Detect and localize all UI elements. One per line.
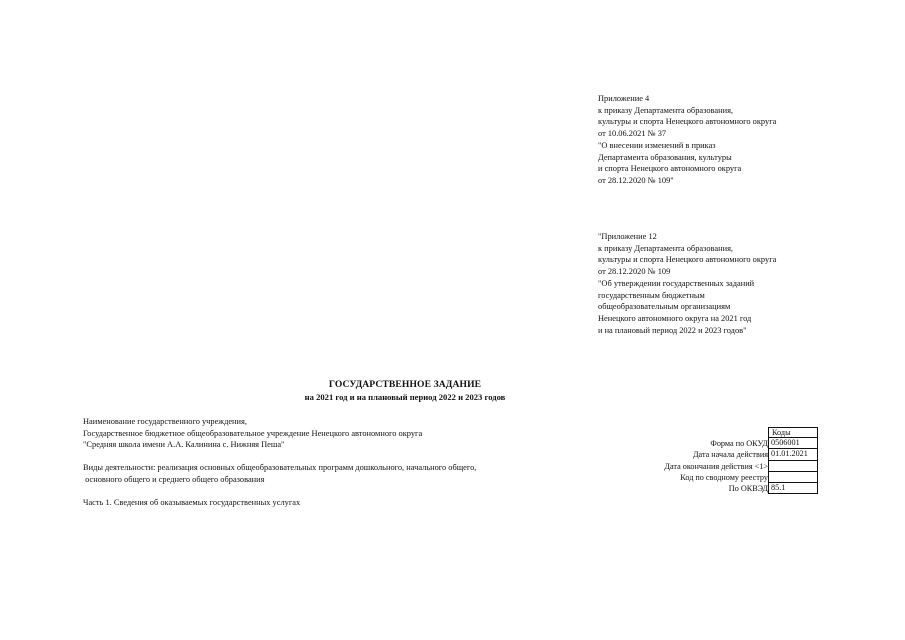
- appendix-12-line: Ненецкого автономного округа на 2021 год: [598, 313, 752, 323]
- codes-value: 01.01.2021: [768, 449, 818, 460]
- codes-row-registry: [580, 472, 820, 483]
- institution-line: Государственное бюджетное общеобразовательное учреждение Ненецкого автономного округа: [83, 428, 423, 438]
- appendix-4-line: от 28.12.2020 № 109": [598, 175, 674, 185]
- appendix-4-line: от 10.06.2021 № 37: [598, 129, 667, 139]
- institution-line: Наименование государственного учреждения,: [83, 417, 247, 426]
- appendix-12-header: [598, 231, 776, 336]
- activity-line: основного общего и среднего общего образования: [83, 474, 265, 484]
- codes-label: Код по сводному реестру: [680, 472, 768, 482]
- codes-value: [768, 461, 818, 472]
- appendix-12-line: от 28.12.2020 № 109: [598, 267, 671, 277]
- codes-value: [768, 472, 818, 483]
- appendix-4-line: культуры и спорта Ненецкого автономного округа: [598, 117, 777, 127]
- codes-row-okud: [580, 438, 820, 449]
- appendix-12-line: государственным бюджетным: [598, 290, 705, 300]
- appendix-12-line: общеобразовательным организациям: [598, 302, 731, 312]
- codes-label: По ОКВЭД: [728, 483, 768, 493]
- activity-line: Виды деятельности: реализация основных общеобразовательных программ дошкольного, начального общего,: [83, 463, 477, 472]
- appendix-4-line: к приказу Департамента образования,: [598, 105, 734, 115]
- codes-table: [580, 427, 820, 494]
- document-title: [250, 378, 560, 404]
- appendix-12-line: "Об утверждении государственных заданий: [598, 278, 755, 288]
- codes-label: Дата начала действия: [692, 450, 768, 460]
- codes-header-row: [580, 427, 820, 438]
- appendix-12-line: культуры и спорта Ненецкого автономного округа: [598, 255, 777, 265]
- appendix-4-line: Приложение 4: [598, 94, 650, 103]
- codes-row-start-date: [580, 449, 820, 460]
- appendix-12-line: и на плановый период 2022 и 2023 годов": [598, 325, 747, 335]
- codes-row-end-date: [580, 461, 820, 472]
- title-period: на 2021 год и на плановый период 2022 и 2023 годов: [304, 392, 506, 402]
- appendix-4-line: "О внесении изменений в приказ: [598, 140, 716, 150]
- appendix-4-header: [598, 93, 776, 187]
- codes-label: Дата окончания действия <1>: [664, 461, 768, 471]
- institution-line: "Средняя школа имени А.А. Калинина с. Нижняя Пеша": [83, 440, 285, 450]
- codes-row-okved: [580, 483, 820, 494]
- appendix-12-line: "Приложение 12: [598, 232, 657, 241]
- institution-name: [83, 416, 422, 451]
- activity-types: [83, 462, 476, 485]
- title-main: ГОСУДАРСТВЕННОЕ ЗАДАНИЕ: [328, 379, 482, 390]
- codes-value: 85.1: [768, 483, 818, 494]
- part-1-heading: Часть 1. Сведения об оказываемых государственных услугах: [83, 498, 301, 507]
- codes-header: Коды: [768, 427, 818, 438]
- codes-label: Форма по ОКУД: [710, 439, 768, 449]
- appendix-12-line: к приказу Департамента образования,: [598, 243, 734, 253]
- appendix-4-line: и спорта Ненецкого автономного округа: [598, 164, 742, 174]
- appendix-4-line: Департамента образования, культуры: [598, 152, 732, 162]
- codes-value: 0506001: [768, 438, 818, 449]
